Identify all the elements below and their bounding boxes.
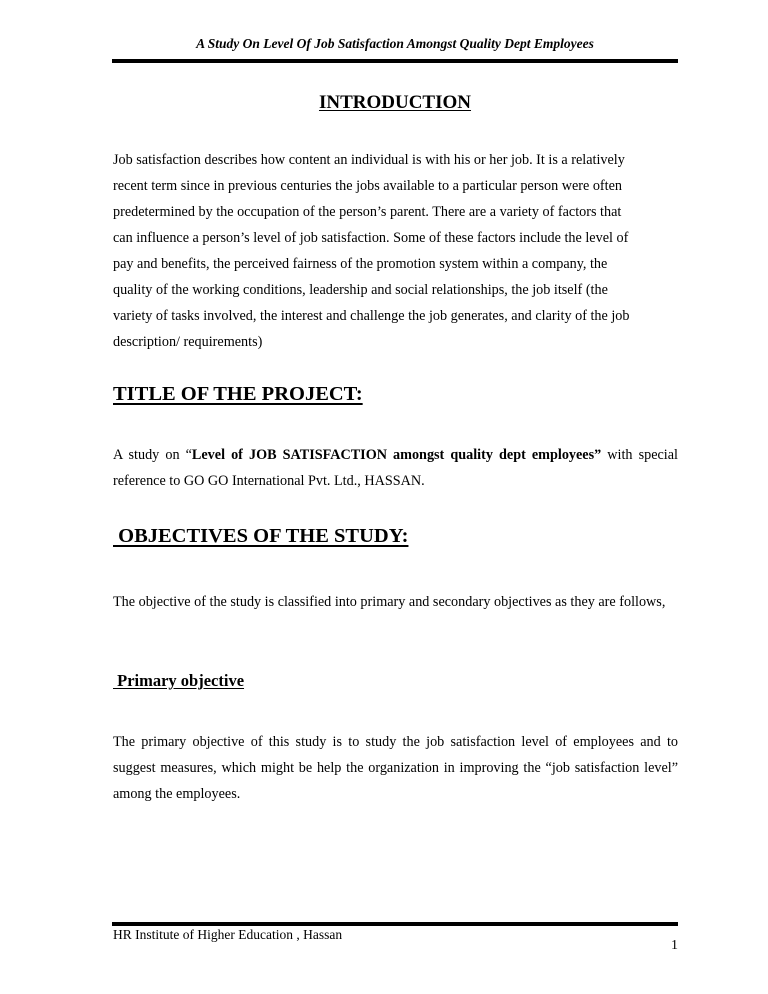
project-title-heading: TITLE OF THE PROJECT:: [113, 383, 363, 405]
footer-divider: [112, 922, 678, 926]
page-number: 1: [671, 938, 678, 953]
footer-institute: HR Institute of Higher Education , Hassan: [113, 927, 343, 942]
introduction-line: Job satisfaction describes how content an individual is with his or her job. It is a relatively: [113, 152, 625, 168]
introduction-line: pay and benefits, the perceived fairness of the promotion system within a company, the: [113, 256, 608, 272]
objectives-paragraph: The objective of the study is classified into primary and secondary objectives as they are follows,: [113, 594, 666, 610]
project-title-prefix: A study on “: [113, 447, 192, 463]
primary-objective-paragraph: The primary objective of this study is to study the job satisfaction level of employees and to suggest measures, which might be help the organization in improving the “job satisfaction level” among the employees.: [113, 734, 678, 802]
project-title-paragraph: [113, 442, 678, 494]
introduction-paragraph: [113, 147, 678, 355]
introduction-line: quality of the working conditions, leadership and social relationships, the job itself (the: [113, 282, 608, 298]
introduction-line: recent term since in previous centuries the jobs available to a particular person were often: [113, 178, 622, 194]
objectives-heading: OBJECTIVES OF THE STUDY:: [113, 525, 409, 547]
introduction-heading: INTRODUCTION: [318, 92, 472, 113]
introduction-line: can influence a person’s level of job satisfaction. Some of these factors include the level of: [113, 230, 629, 246]
header-divider: [112, 59, 678, 63]
project-title-bold: Level of JOB SATISFACTION amongst quality dept employees”: [191, 447, 602, 463]
primary-objective-heading: Primary objective: [113, 671, 245, 690]
project-title-suffix: with special reference to GO GO International Pvt. Ltd., HASSAN.: [113, 447, 678, 489]
running-header-title: A Study On Level Of Job Satisfaction Amongst Quality Dept Employees: [196, 36, 594, 51]
introduction-line: predetermined by the occupation of the person’s parent. There are a variety of factors that: [113, 204, 622, 220]
introduction-line: variety of tasks involved, the interest and challenge the job generates, and clarity of the job: [113, 308, 630, 324]
introduction-line: description/ requirements): [113, 334, 263, 350]
